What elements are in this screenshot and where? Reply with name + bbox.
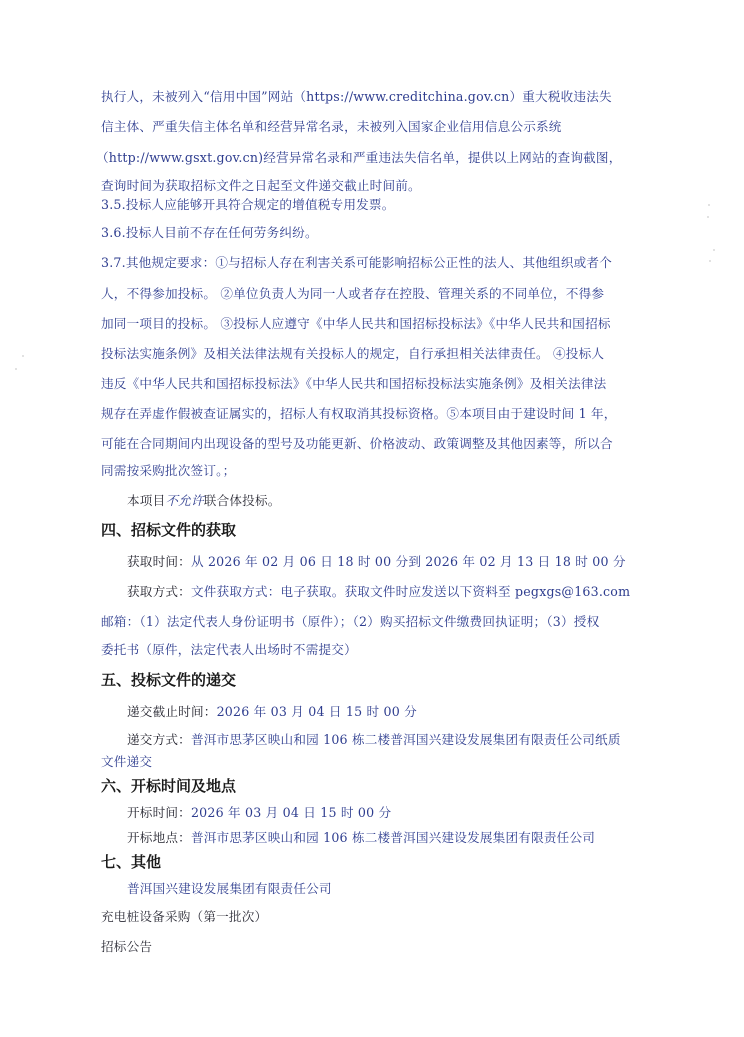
consortium-value: 不允许: [165, 493, 204, 508]
acquisition-method: [127, 584, 630, 600]
opening-time-label: 开标时间：: [127, 805, 191, 820]
submission-deadline-label: 递交截止时间：: [127, 704, 217, 719]
acquisition-method-line: 委托书（原件，法定代表人出场时不需提交）: [101, 642, 357, 657]
opening-time: [127, 805, 391, 821]
continuation-line: （http://www.gsxt.gov.cn)经营异常名录和严重违法失信名单，提供以上网站的查询截图，: [96, 150, 622, 165]
clause-3-7-line: 违反《中华人民共和国招标投标法》《中华人民共和国招标投标法实施条例》及相关法律法: [101, 376, 607, 391]
acquisition-method-value: 文件获取方式：电子获取。获取文件时应发送以下资料至 pegxgs@163.com: [190, 584, 631, 599]
clause-3-6: 3.6.投标人目前不存在任何劳务纠纷。: [101, 225, 318, 240]
submission-deadline: [127, 704, 417, 720]
opening-time-value: 2026 年 03 月 04 日 15 时 00 分: [190, 805, 392, 820]
section-6-heading: 六、开标时间及地点: [101, 777, 237, 795]
clause-3-7-line: 投标法实施条例》及相关法律法规有关投标人的规定，自行承担相关法律责任。 ④投标人: [101, 346, 605, 361]
clause-3-7-line: 人，不得参加投标。 ②单位负责人为同一人或者存在控股、管理关系的不同单位，不得参: [101, 286, 605, 301]
opening-place-value: 普洱市思茅区映山和园 106 栋二楼普洱国兴建设发展集团有限责任公司: [190, 830, 596, 845]
consortium-prefix: 本项目: [127, 493, 166, 508]
scan-speck: [15, 368, 17, 370]
scan-speck: [713, 249, 715, 251]
submission-method: [127, 732, 621, 748]
clause-3-7-line: 可能在合同期间内出现设备的型号及功能更新、价格波动、政策调整及其他因素等，所以合: [101, 436, 613, 451]
section-4-heading: 四、招标文件的获取: [101, 521, 237, 539]
submission-method-cont: 文件递交: [101, 754, 153, 769]
submission-method-label: 递交方式：: [127, 732, 191, 747]
continuation-line: 信主体、严重失信主体名单和经营异常名录，未被列入国家企业信用信息公示系统: [101, 119, 562, 134]
continuation-line: 执行人，未被列入“信用中国”网站（https://www.creditchina.gov.cn）重大税收违法失: [101, 89, 612, 104]
clause-3-7-line: 加同一项目的投标。 ③投标人应遵守《中华人民共和国招标投标法》《中华人民共和国招标: [101, 316, 611, 331]
acquisition-method-label: 获取方式：: [127, 584, 191, 599]
clause-3-5: 3.5.投标人应能够开具符合规定的增值税专用发票。: [101, 197, 395, 212]
clause-3-7-line: 3.7.其他规定要求：①与招标人存在利害关系可能影响招标公正性的法人、其他组织或者个: [101, 255, 612, 270]
opening-place: [127, 830, 595, 846]
clause-3-7-line: 规存在弄虚作假被查证属实的，招标人有权取消其投标资格。⑤本项目由于建设时间 1 年，: [101, 406, 617, 421]
opening-place-label: 开标地点：: [127, 830, 191, 845]
scan-speck: [707, 216, 709, 218]
submission-method-value: 普洱市思茅区映山和园 106 栋二楼普洱国兴建设发展集团有限责任公司纸质: [190, 732, 621, 747]
acquisition-time-label: 获取时间：: [127, 554, 191, 569]
scan-speck: [22, 355, 24, 357]
acquisition-time: [127, 554, 626, 570]
continuation-line: 查询时间为获取招标文件之日起至文件递交截止时间前。: [101, 178, 421, 193]
consortium-statement: [127, 493, 281, 509]
clause-3-7-line: 同需按采购批次签订。；: [101, 463, 236, 478]
consortium-suffix: 联合体投标。: [203, 493, 281, 508]
scan-speck: [708, 204, 710, 206]
acquisition-time-value: 从 2026 年 02 月 06 日 18 时 00 分到 2026 年 02 月 13 日 18 时 00 分: [190, 554, 626, 569]
footer-doc-type: 招标公告: [101, 939, 153, 954]
footer-project-name: 充电桩设备采购（第一批次）: [101, 909, 268, 924]
scan-speck: [709, 260, 711, 262]
section-7-heading: 七、其他: [101, 853, 162, 871]
submission-deadline-value: 2026 年 03 月 04 日 15 时 00 分: [216, 704, 417, 719]
issuer-company: 普洱国兴建设发展集团有限责任公司: [127, 881, 332, 896]
acquisition-method-line: 邮箱：（1）法定代表人身份证明书（原件）；（2）购买招标文件缴费回执证明；（3）授权: [101, 614, 600, 629]
section-5-heading: 五、投标文件的递交: [101, 671, 237, 689]
